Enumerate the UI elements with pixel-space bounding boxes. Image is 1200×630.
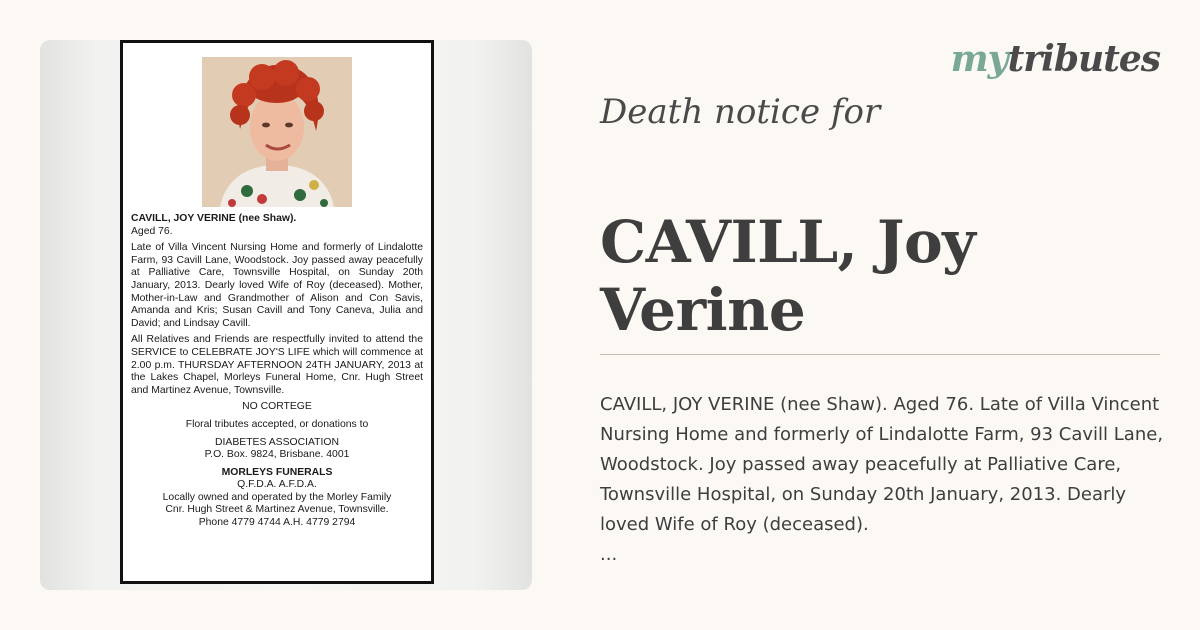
portrait-photo xyxy=(202,57,352,207)
notice-funeral-owned: Locally owned and operated by the Morley Family xyxy=(162,491,392,503)
notice-paragraph-1: Late of Villa Vincent Nursing Home and formerly of Lindalotte Farm, 93 Cavill Lane, Woodstock. Joy passed away peacefully at Palliative Care, Townsville Hospital, on Sunday 20th January, 2013. Dearly loved Wife of Roy (deceased). Mother, Mother-in-Law and Grandmother of Alison and Con Savis, Amanda and Kris; Susan Cavill and Tony Caneva, Julia and David; and Lindsay Cavill. xyxy=(131,242,423,329)
notice-funeral-qualifications: Q.F.D.A. A.F.D.A. xyxy=(237,479,317,491)
logo-suffix: tributes xyxy=(1007,38,1160,80)
notice-heading: Death notice for xyxy=(600,92,881,132)
death-notice-image xyxy=(40,40,532,590)
notice-funeral-home: MORLEYS FUNERALS xyxy=(221,466,333,478)
notice-no-cortege: NO CORTEGE xyxy=(242,401,312,413)
divider xyxy=(600,354,1160,355)
notice-floral: Floral tributes accepted, or donations to xyxy=(185,418,369,430)
notice-name-line: CAVILL, JOY VERINE (nee Shaw). xyxy=(131,213,297,224)
mytributes-logo[interactable] xyxy=(951,38,1160,80)
notice-charity: DIABETES ASSOCIATION xyxy=(215,436,339,448)
logo-prefix: my xyxy=(950,38,1008,80)
notice-age: Aged 76. xyxy=(131,225,173,237)
notice-funeral-address: Cnr. Hugh Street & Martinez Avenue, Townsville. xyxy=(165,504,389,516)
summary-ellipsis: ... xyxy=(600,544,618,565)
summary-text: CAVILL, JOY VERINE (nee Shaw). Aged 76. Late of Villa Vincent Nursing Home and formerly of Lindalotte Farm, 93 Cavill Lane, Woodstock. Joy passed away peacefully at Palliative Care, Townsville Hospital, on Sunday 20th January, 2013. Dearly loved Wife of Roy (deceased). xyxy=(600,394,1164,535)
notice-name xyxy=(131,213,423,226)
deceased-name: CAVILL, Joy Verine xyxy=(600,208,976,344)
newspaper-notice xyxy=(120,40,434,584)
notice-charity-address: P.O. Box. 9824, Brisbane. 4001 xyxy=(204,449,350,461)
notice-paragraph-2: All Relatives and Friends are respectfully invited to attend the SERVICE to CELEBRATE JOY'S LIFE which will commence at 2.00 p.m. THURSDAY AFTERNOON 24TH JANUARY, 2013 at the Lakes Chapel, Morleys Funeral Home, Cnr. Hugh Street and Martinez Avenue, Townsville. xyxy=(131,334,423,396)
notice-funeral-phone: Phone 4779 4744 A.H. 4779 2794 xyxy=(198,517,356,529)
notice-summary xyxy=(600,390,1165,570)
